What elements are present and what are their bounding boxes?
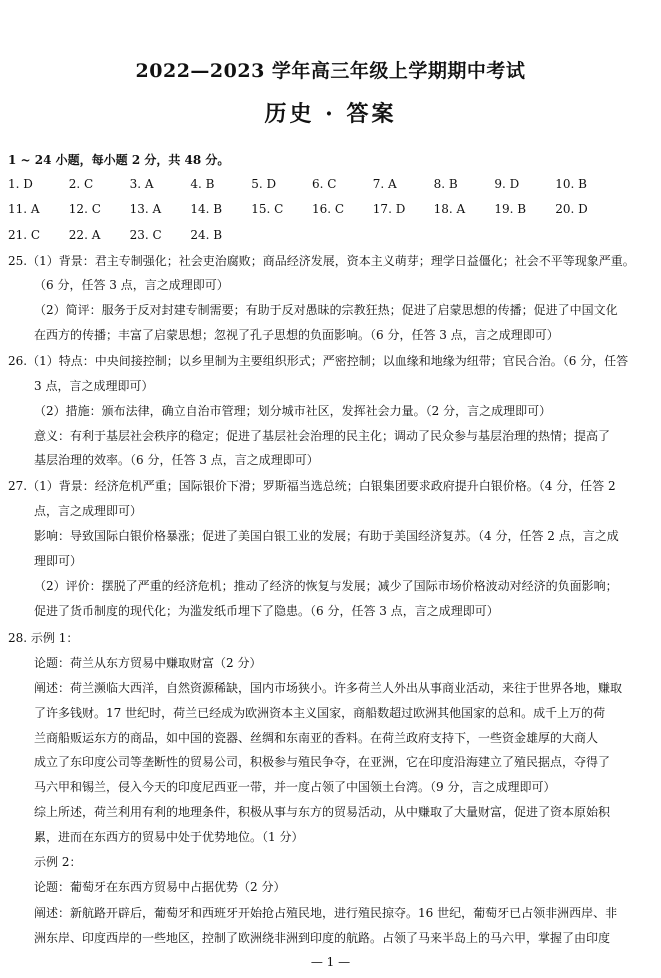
answer-line: 兰商船贩运东方的商品，如中国的瓷器、丝绸和东南亚的香料。在荷兰政府支持下，一些资金雄厚的大商人 — [34, 731, 599, 745]
choice-answer: 17. D — [372, 202, 406, 216]
choice-answer: 13. A — [129, 202, 162, 216]
answer-line: 了许多钱财。17 世纪时，荷兰已经成为欧洲资本主义国家，商船数超过欧洲其他国家的总和。成千上万的荷 — [34, 706, 606, 720]
answer-line: 3 点，言之成理即可） — [34, 379, 154, 393]
answer-line: 综上所述，荷兰利用有利的地理条件，积极从事与东方的贸易活动，从中赚取了大量财富，促进了资本原始积 — [34, 805, 611, 819]
choice-answer: 2. C — [68, 177, 94, 191]
exam-subtitle: 历史 · 答案 — [264, 101, 397, 127]
choice-answer: 5. D — [251, 177, 277, 191]
choice-answer: 18. A — [433, 202, 466, 216]
answer-line: 在西方的传播；丰富了启蒙思想；忽视了孔子思想的负面影响。（6 分，任答 3 点，言之成理即可） — [34, 328, 559, 342]
choice-answer: 23. C — [129, 228, 162, 242]
answer-line: （2）评价：摆脱了严重的经济危机；推动了经济的恢复与发展；减少了国际市场价格波动对经济的负面影响； — [34, 579, 618, 593]
choice-answer: 6. C — [312, 177, 337, 191]
choice-answer: 22. A — [68, 228, 101, 242]
answer-line: 阐述：荷兰濒临大西洋，自然资源稀缺，国内市场狭小。许多荷兰人外出从事商业活动，来往于世界各地，赚取 — [34, 681, 623, 695]
choice-answer: 21. C — [8, 228, 41, 242]
choice-answer: 16. C — [312, 202, 345, 216]
answer-line: 影响：导致国际白银价格暴涨；促进了美国白银工业的发展；有助于美国经济复苏。（4 分，任答 2 点，言之成 — [34, 529, 619, 543]
exam-title: 2022—2023 学年高三年级上学期期中考试 — [135, 60, 526, 82]
page-number: — 1 — — [310, 955, 351, 969]
answer-line: 27.（1）背景：经济危机严重；国际银价下滑；罗斯福当选总统；白银集团要求政府提升白银价格。（4 分，任答 2 — [8, 479, 616, 493]
answer-line: 意义：有利于基层社会秩序的稳定；促进了基层社会治理的民主化；调动了民众参与基层治理的热情；提高了 — [34, 429, 611, 443]
choice-answer: 15. C — [251, 202, 284, 216]
choice-answer: 19. B — [494, 202, 527, 216]
answer-line: （2）措施：颁布法律，确立自治市管理；划分城市社区，发挥社会力量。（2 分，言之成理即可） — [34, 404, 552, 418]
choice-answer: 7. A — [372, 177, 397, 191]
answer-line: 马六甲和锡兰，侵入今天的印度尼西亚一带，并一度占领了中国领土台湾。（9 分，言之成理即可） — [34, 780, 556, 794]
choice-intro: 1 ~ 24 小题，每小题 2 分，共 48 分。 — [8, 153, 230, 167]
answer-line: 理即可） — [34, 554, 83, 568]
answer-line: 28. 示例 1： — [8, 631, 79, 645]
answer-line: 26.（1）特点：中央间接控制；以乡里制为主要组织形式；严密控制；以血缘和地缘为纽带；官民合治。（6 分，任答 — [8, 354, 629, 368]
answer-line: 点，言之成理即可） — [34, 504, 143, 518]
choice-answer: 9. D — [494, 177, 520, 191]
answer-line: 洲东岸、印度西岸的一些地区，控制了欧洲绕非洲到印度的航路。占领了马来半岛上的马六甲，掌握了由印度 — [34, 931, 611, 945]
choice-answer: 12. C — [68, 202, 101, 216]
choice-answer: 8. B — [433, 177, 458, 191]
answer-line: （2）简评：服务于反对封建专制需要；有助于反对愚昧的宗教狂热；促进了启蒙思想的传播；促进了中国文化 — [34, 303, 618, 317]
answer-line: 阐述：新航路开辟后，葡萄牙和西班牙开始抢占殖民地，进行殖民掠夺。16 世纪，葡萄牙已占领非洲西岸、非 — [34, 906, 618, 920]
answer-line: 累，进而在东西方的贸易中处于优势地位。（1 分） — [34, 830, 304, 844]
choice-answer: 20. D — [555, 202, 588, 216]
answer-line: 论题：荷兰从东方贸易中赚取财富（2 分） — [34, 656, 262, 670]
choice-answer: 14. B — [190, 202, 223, 216]
choice-answer: 24. B — [190, 228, 223, 242]
answer-line: 基层治理的效率。（6 分，任答 3 点，言之成理即可） — [34, 453, 319, 467]
answer-line: 示例 2： — [34, 855, 82, 869]
answer-line: （6 分，任答 3 点，言之成理即可） — [34, 278, 229, 292]
choice-answer: 10. B — [555, 177, 587, 191]
answer-line: 25.（1）背景：君主专制强化；社会吏治腐败；商品经济发展，资本主义萌芽；理学日益僵化；社会不平等现象严重。 — [8, 254, 635, 268]
answer-line: 促进了货币制度的现代化；为滥发纸币埋下了隐患。（6 分，任答 3 点，言之成理即可） — [34, 604, 499, 618]
choice-answer: 1. D — [8, 177, 33, 191]
choice-answer: 11. A — [8, 202, 40, 216]
answer-line: 成立了东印度公司等垄断性的贸易公司，积极参与殖民争夺，在亚洲，它在印度沿海建立了殖民据点，夺得了 — [34, 755, 611, 769]
choice-answer: 4. B — [190, 177, 215, 191]
answer-line: 论题：葡萄牙在东西方贸易中占据优势（2 分） — [34, 880, 286, 894]
choice-answer: 3. A — [129, 177, 154, 191]
